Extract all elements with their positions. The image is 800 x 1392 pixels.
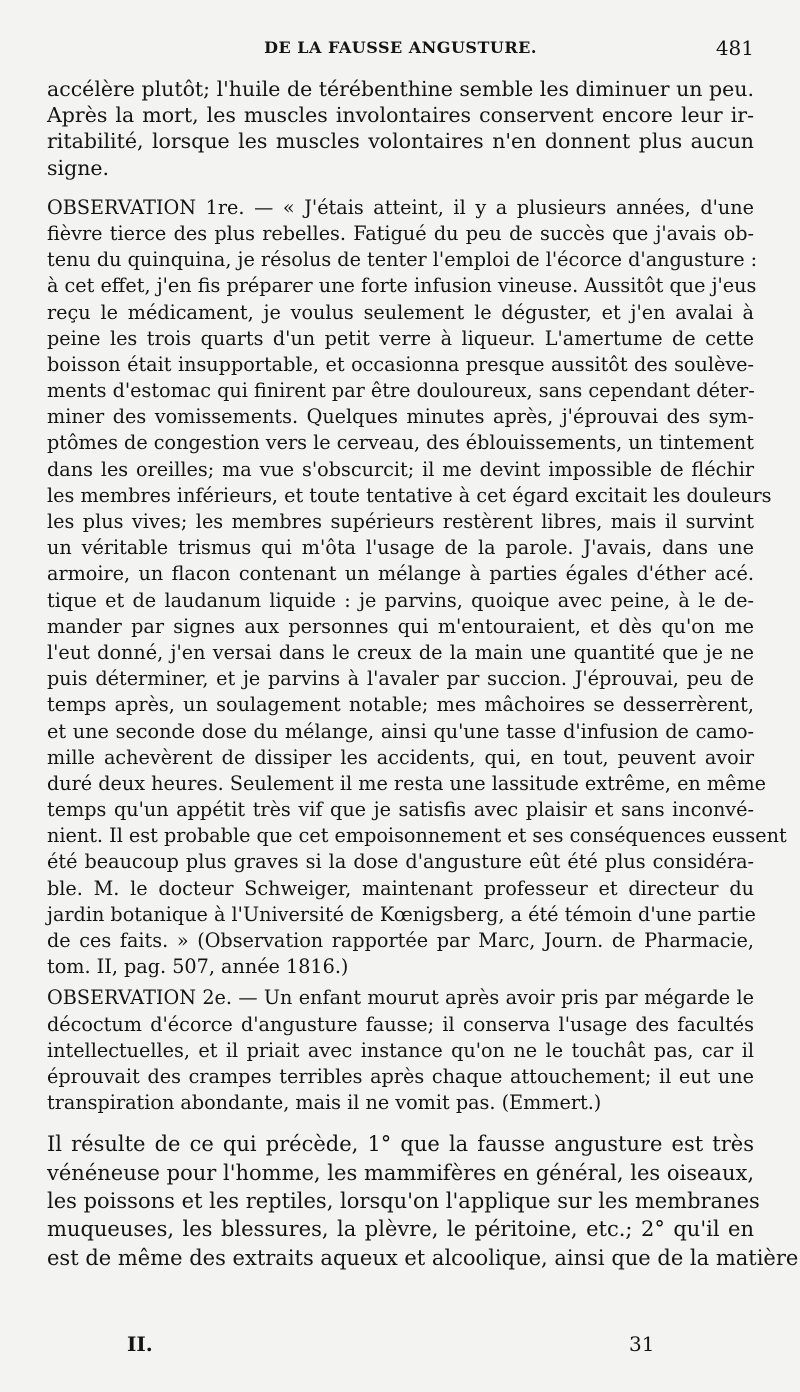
text-line: miner des vomissements. Quelques minutes après, j'éprouvai des sym- [47,405,754,429]
running-title: DE LA FAUSSE ANGUSTURE. [264,38,537,57]
text-line: intellectuelles, et il priait avec instance qu'on ne le touchât pas, car il [47,1038,754,1062]
intro-paragraph [47,76,754,181]
text-line: Après la mort, les muscles involontaires conservent encore leur ir- [47,103,754,128]
text-line: transpiration abondante, mais il ne vomit pas. (Emmert.) [47,1091,602,1115]
text-line: les membres inférieurs, et toute tentative à cet égard excitait les douleurs [47,483,772,507]
text-line: nient. Il est probable que cet empoisonnement et ses conséquences eussent [47,824,787,848]
body-text [47,76,799,1272]
text-line: accélère plutôt; l'huile de térébenthine semble les diminuer un peu. [47,77,754,101]
text-line: dans les oreilles; ma vue s'obscurcit; il me devint impossible de fléchir [47,457,754,481]
observation-1 [47,195,787,981]
text-line: et une seconde dose du mélange, ainsi qu'une tasse d'infusion de camo- [47,719,754,743]
conclusion-paragraph [47,1130,799,1272]
page-number: 481 [715,36,754,60]
text-line: tique et de laudanum liquide : je parvins, quoique avec peine, à le de- [47,588,754,612]
text-line: peine les trois quarts d'un petit verre à liqueur. L'amertume de cette [47,326,754,350]
text-line: l'eut donné, j'en versai dans le creux de la main une quantité que je ne [47,640,754,664]
text-line: OBSERVATION 1re. — « J'étais atteint, il y a plusieurs années, d'une [47,195,754,219]
text-line: tenu du quinquina, je résolus de tenter l'emploi de l'écorce d'angusture : [47,248,758,272]
text-line: reçu le médicament, je voulus seulement le déguster, et j'en avalai à [47,300,754,324]
text-line: ble. M. le docteur Schweiger, maintenant professeur et directeur du [47,876,754,900]
text-line: tom. II, pag. 507, année 1816.) [47,955,349,979]
text-line: armoire, un flacon contenant un mélange à parties égales d'éther acé. [47,562,754,586]
text-line: fièvre tierce des plus rebelles. Fatigué du peu de succès que j'avais ob- [47,221,754,245]
text-line: ritabilité, lorsque les muscles volontaires n'en donnent plus aucun [47,129,754,154]
text-line: boisson était insupportable, et occasionna presque aussitôt des soulève- [47,352,754,376]
text-line: vénéneuse pour l'homme, les mammifères en général, les oiseaux, [47,1160,754,1185]
text-line: temps qu'un appétit très vif que je satisfis avec plaisir et sans inconvé- [47,798,754,822]
signature-mark: II. [127,1332,153,1356]
text-line: mille achevèrent de dissiper les accidents, qui, en tout, peuvent avoir [47,745,754,769]
text-line: temps après, un soulagement notable; mes mâchoires se desserrèrent, [47,693,754,717]
text-line: est de même des extraits aqueux et alcoolique, ainsi que de la matière [47,1245,799,1270]
text-line: ptômes de congestion vers le cerveau, des éblouissements, un tintement [47,431,754,455]
text-line: OBSERVATION 2e. — Un enfant mourut après avoir pris par mégarde le [47,986,754,1010]
text-line: les plus vives; les membres supérieurs restèrent libres, mais il survint [47,510,754,533]
text-line: à cet effet, j'en fis préparer une forte infusion vineuse. Aussitôt que j'eus [47,274,757,298]
running-head [47,38,754,64]
text-line: muqueuses, les blessures, la plèvre, le péritoine, etc.; 2° qu'il en [47,1217,754,1242]
text-line: ments d'estomac qui finirent par être douloureux, sans cependant déter- [47,379,755,403]
observation-2 [47,985,754,1116]
text-line: duré deux heures. Seulement il me resta une lassitude extrême, en même [47,771,766,795]
text-line: les poissons et les reptiles, lorsqu'on l'applique sur les membranes [47,1189,760,1214]
text-line: été beaucoup plus graves si la dose d'angusture eût été plus considéra- [47,850,754,874]
page-footer [47,1332,754,1358]
text-line: mander par signes aux personnes qui m'entouraient, et dès qu'on me [47,614,754,638]
text-line: décoctum d'écorce d'angusture fausse; il conserva l'usage des facultés [47,1012,754,1036]
text-line: de ces faits. » (Observation rapportée par Marc, Journ. de Pharmacie, [47,929,754,952]
text-line: éprouvait des crampes terribles après chaque attouchement; il eut une [47,1064,754,1088]
text-line: signe. [47,155,110,180]
text-line: un véritable trismus qui m'ôta l'usage de la parole. J'avais, dans une [47,536,754,560]
text-line: puis déterminer, et je parvins à l'avaler par succion. J'éprouvai, peu de [47,667,754,691]
sheet-number: 31 [629,1332,655,1356]
text-line: jardin botanique à l'Université de Kœnigsberg, a été témoin d'une partie [47,902,756,926]
text-line: Il résulte de ce qui précède, 1° que la fausse angusture est très [47,1132,754,1157]
